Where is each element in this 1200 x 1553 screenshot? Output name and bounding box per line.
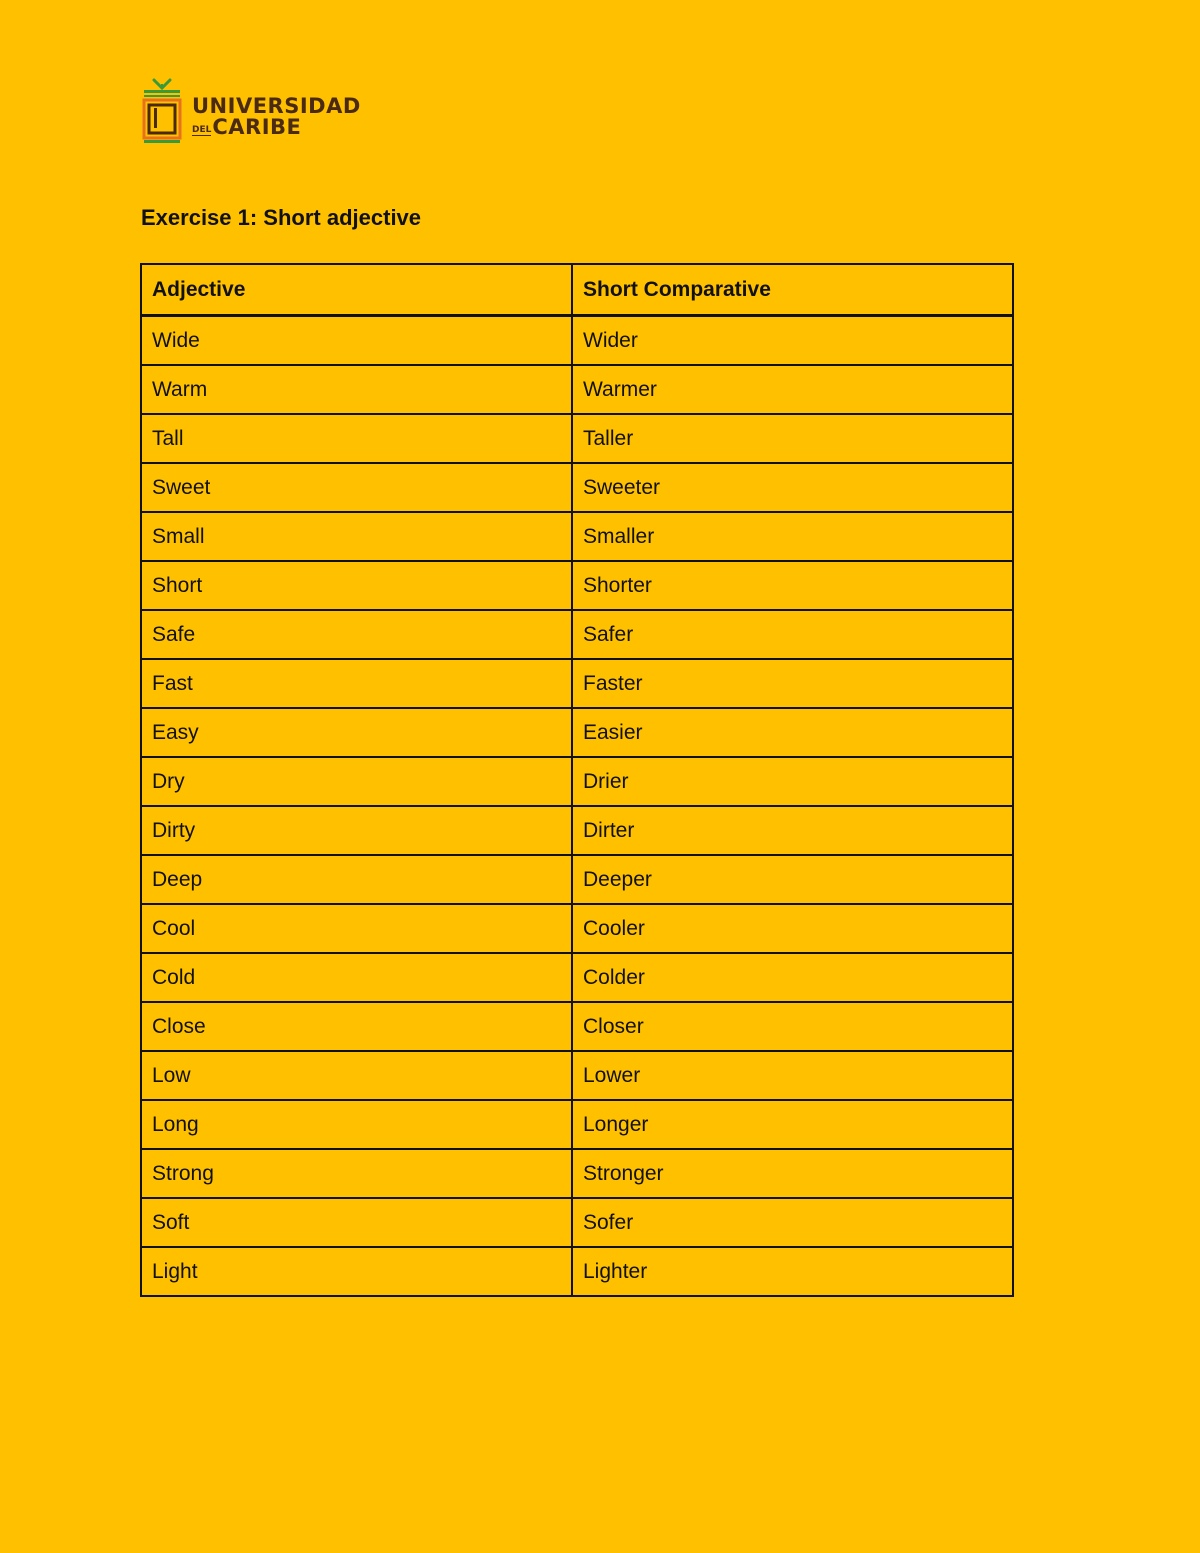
table-row [141,1100,1013,1149]
comparative-cell: Easier [572,708,1013,757]
comparative-cell: Faster [572,659,1013,708]
comparative-cell: Drier [572,757,1013,806]
table-row [141,1149,1013,1198]
table-header-row [141,264,1013,316]
adjective-cell: Long [141,1100,572,1149]
table-row [141,1198,1013,1247]
table-row [141,610,1013,659]
comparative-cell: Closer [572,1002,1013,1051]
adjective-cell: Tall [141,414,572,463]
header-short-comparative: Short Comparative [572,264,1013,316]
adjective-cell: Dry [141,757,572,806]
exercise-title: Exercise 1: Short adjective [141,205,422,230]
adjective-cell: Small [141,512,572,561]
table-row [141,659,1013,708]
comparative-cell: Stronger [572,1149,1013,1198]
adjective-cell: Fast [141,659,572,708]
university-logo [140,78,360,144]
comparative-cell: Cooler [572,904,1013,953]
logo-text-caribe: CARIBE [212,115,302,139]
adjective-cell: Strong [141,1149,572,1198]
comparative-cell: Taller [572,414,1013,463]
adjective-cell: Cold [141,953,572,1002]
comparative-cell: Sofer [572,1198,1013,1247]
comparative-cell: Deeper [572,855,1013,904]
table-row [141,316,1013,366]
table-row [141,463,1013,512]
table-row [141,1051,1013,1100]
adjective-cell: Close [141,1002,572,1051]
table-row [141,708,1013,757]
table-row [141,414,1013,463]
comparative-cell: Colder [572,953,1013,1002]
comparative-cell: Warmer [572,365,1013,414]
adjective-cell: Safe [141,610,572,659]
table-row [141,561,1013,610]
logo-text-bottom [192,116,301,140]
table-row [141,904,1013,953]
comparative-cell: Shorter [572,561,1013,610]
comparative-cell: Lower [572,1051,1013,1100]
comparative-cell: Lighter [572,1247,1013,1296]
table-row [141,512,1013,561]
comparative-cell: Safer [572,610,1013,659]
adjective-cell: Deep [141,855,572,904]
university-emblem-icon [140,78,184,144]
comparative-cell: Wider [572,316,1013,366]
adjective-cell: Light [141,1247,572,1296]
comparative-cell: Dirter [572,806,1013,855]
adjective-cell: Low [141,1051,572,1100]
header-adjective: Adjective [141,264,572,316]
table-row [141,1247,1013,1296]
table-row [141,953,1013,1002]
comparative-cell: Sweeter [572,463,1013,512]
adjective-table [140,263,1014,1297]
adjective-cell: Short [141,561,572,610]
comparative-cell: Smaller [572,512,1013,561]
adjective-cell: Cool [141,904,572,953]
adjective-cell: Dirty [141,806,572,855]
adjective-cell: Warm [141,365,572,414]
table-row [141,806,1013,855]
table-body [141,316,1013,1297]
table-row [141,855,1013,904]
logo-text-del: DEL [192,125,212,135]
adjective-cell: Wide [141,316,572,366]
comparative-cell: Longer [572,1100,1013,1149]
adjective-cell: Easy [141,708,572,757]
table-row [141,365,1013,414]
logo-text-universidad: UNIVERSIDAD [192,94,361,118]
table-row [141,757,1013,806]
adjective-cell: Sweet [141,463,572,512]
adjective-cell: Soft [141,1198,572,1247]
table-row [141,1002,1013,1051]
